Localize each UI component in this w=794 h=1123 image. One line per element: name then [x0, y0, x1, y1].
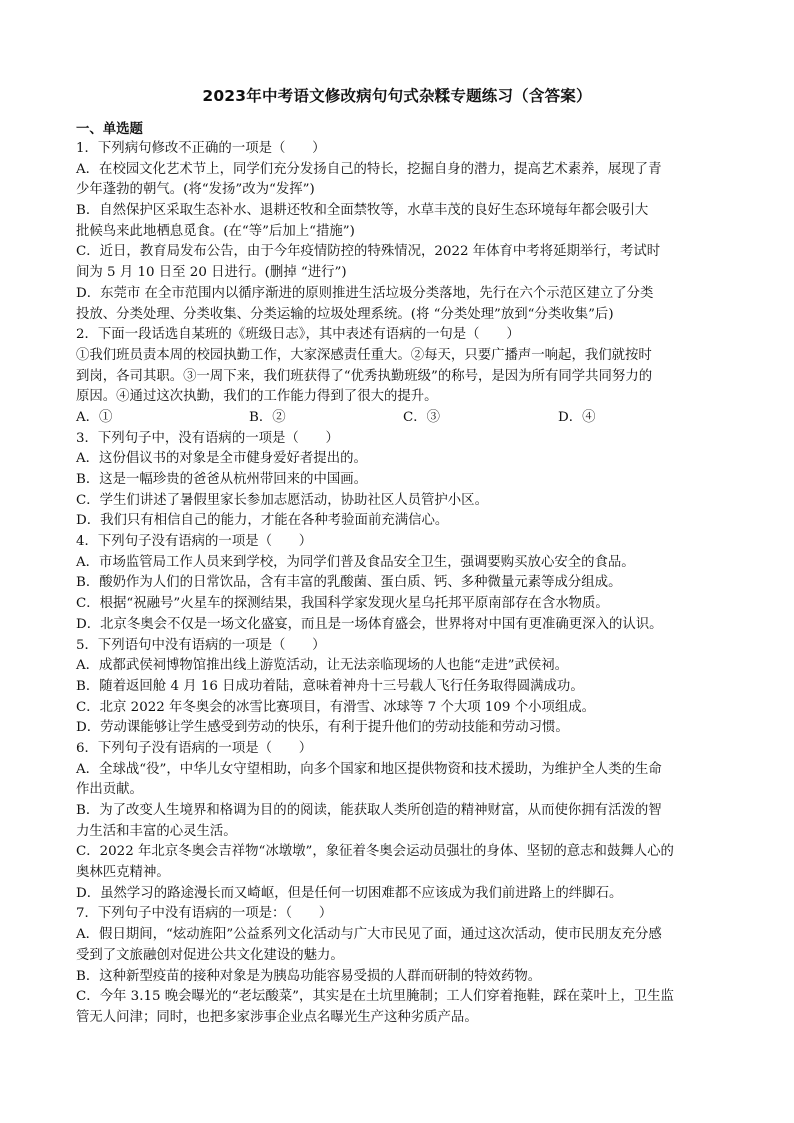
text-line: 力生活和丰富的心灵生活。 [76, 823, 237, 839]
text-line: A．假日期间，“炫动旌阳”公益系列文化活动与广大市民见了面，通过这次活动，使市民朋友充分感 [76, 927, 662, 943]
text-line: 7．下列句子中没有语病的一项是：（ ） [76, 906, 333, 922]
q2-option-a: A．① [76, 409, 113, 425]
text-line: 间为 5 月 10 日至 20 日进行。(删掉 “进行”) [76, 265, 347, 281]
text-line: A．全球战“役”，中华儿女守望相助，向多个国家和地区提供物资和技术援助，为维护全人类的生命 [76, 761, 662, 777]
text-line: C．根据“祝融号”火星车的探测结果，我国科学家发现火星乌托邦平原南部存在含水物质。 [76, 596, 609, 612]
text-line: 3．下列句子中，没有语病的一项是（ ） [76, 430, 339, 446]
text-line: 作出贡献。 [76, 782, 143, 798]
text-line: C．近日，教育局发布公告，由于今年疫情防控的特殊情况，2022 年体育中考将延期举行，考试时 [76, 244, 661, 260]
text-line: D．东莞市 在全市范围内以循序渐进的原则推进生活垃圾分类落地，先行在六个示范区建立了分类 [76, 285, 654, 301]
text-line [76, 1028, 724, 1049]
text-line: 奥林匹克精神。 [76, 865, 170, 881]
document-title: 2023年中考语文修改病句句式杂糅专题练习（含答案） [202, 87, 592, 105]
text-line: 管无人问津；同时，也把多家涉事企业点名曝光生产这种劣质产品。 [76, 1009, 478, 1025]
text-line: C．学生们讲述了暑假里家长参加志愿活动，协助社区人员管护小区。 [76, 492, 488, 508]
text-line: 受到了文旅融创对促进公共文化建设的魅力。 [76, 947, 344, 963]
text-line: 2．下面一段话选自某班的《班级日志》，其中表述有语病的一句是（ ） [76, 327, 520, 343]
text-line: 原因。④通过这次执勤，我们的工作能力得到了很大的提升。 [76, 389, 438, 405]
text-line: 少年蓬勃的朝气。(将“发扬”改为“发挥”) [76, 182, 315, 198]
text-line: 6．下列句子没有语病的一项是（ ） [76, 740, 313, 756]
text-line: 批候鸟来此地栖息觅食。(在“等”后加上“措施”) [76, 223, 355, 239]
text-line [76, 1048, 724, 1069]
text-line: B．这种新型疫苗的接种对象是为胰岛功能容易受损的人群而研制的特效药物。 [76, 968, 542, 984]
text-line: B．自然保护区采取生态补水、退耕还牧和全面禁牧等，水草丰茂的良好生态环境每年都会吸引大 [76, 203, 649, 219]
text-line: ①我们班员责本周的校园执勤工作，大家深感责任重大。②每天，只要广播声一响起，我们就按时 [76, 347, 652, 363]
text-line: B．酸奶作为人们的日常饮品，含有丰富的乳酸菌、蛋白质、钙、多种微量元素等成分组成。 [76, 575, 622, 591]
text-line: B．为了改变人生境界和格调为目的的阅读，能获取人类所创造的精神财富，从而使你拥有活泼的智 [76, 803, 662, 818]
text-line: D．北京冬奥会不仅是一场文化盛宴，而且是一场体育盛会，世界将对中国有更准确更深入的认识。 [76, 616, 663, 632]
text-line: A．这份倡议书的对象是全市健身爱好者提出的。 [76, 451, 367, 467]
text-line: B．随着返回舱 4 月 16 日成功着陆，意味着神舟十三号载人飞行任务取得圆满成功。 [76, 678, 584, 694]
text-line: B．这是一幅珍贵的爸爸从杭州带回来的中国画。 [76, 472, 368, 487]
q2-option-c: C．③ [403, 409, 441, 425]
text-line: C．2022 年北京冬奥会吉祥物“冰墩墩”，象征着冬奥会运动员强壮的身体、坚韧的意志和鼓舞人心的 [76, 844, 674, 860]
q2-options [76, 407, 724, 428]
text-line [76, 1069, 724, 1090]
text-line: A．成都武侯祠博物馆推出线上游览活动，让无法亲临现场的人也能“走进”武侯祠。 [76, 658, 569, 674]
text-line: A．市场监管局工作人员来到学校，为同学们普及食品安全卫生，强调要购买放心安全的食品。 [76, 554, 635, 570]
text-line: 5．下列语句中没有语病的一项是（ ） [76, 637, 326, 653]
q2-option-b: B．② [249, 409, 286, 425]
section-heading: 一、单选题 [76, 122, 143, 137]
question-content [76, 138, 724, 1090]
text-line: C．今年 3.15 晚会曝光的“老坛酸菜”，其实是在土坑里腌制；工人们穿着拖鞋，踩在菜叶上，卫生监 [76, 989, 674, 1005]
text-line: D．虽然学习的路途漫长而又崎岖，但是任何一切困难都不应该成为我们前进路上的绊脚石。 [76, 885, 623, 901]
q2-option-d: D．④ [558, 409, 596, 425]
text-line: 4．下列句子没有语病的一项是（ ） [76, 534, 313, 550]
text-line: 投放、分类处理、分类收集、分类运输的垃圾处理系统。(将 “分类处理”放到“分类收集”后) [76, 306, 614, 322]
text-line: 1．下列病句修改不正确的一项是（ ） [76, 141, 326, 156]
text-line: C．北京 2022 年冬奥会的冰雪比赛项目，有滑雪、冰球等 7 个大项 109 个小项组成。 [76, 699, 596, 715]
text-line: D．劳动课能够让学生感受到劳动的快乐，有利于提升他们的劳动技能和劳动习惯。 [76, 720, 569, 736]
text-line: A．在校园文化艺术节上，同学们充分发扬自己的特长，挖掘自身的潜力，提高艺术素养，展现了青 [76, 161, 662, 177]
text-line: D．我们只有相信自己的能力，才能在各种考验面前充满信心。 [76, 513, 449, 529]
text-line: 到岗，各司其职。③一周下来，我们班获得了“优秀执勤班级”的称号，是因为所有同学共同努力的 [76, 368, 653, 384]
